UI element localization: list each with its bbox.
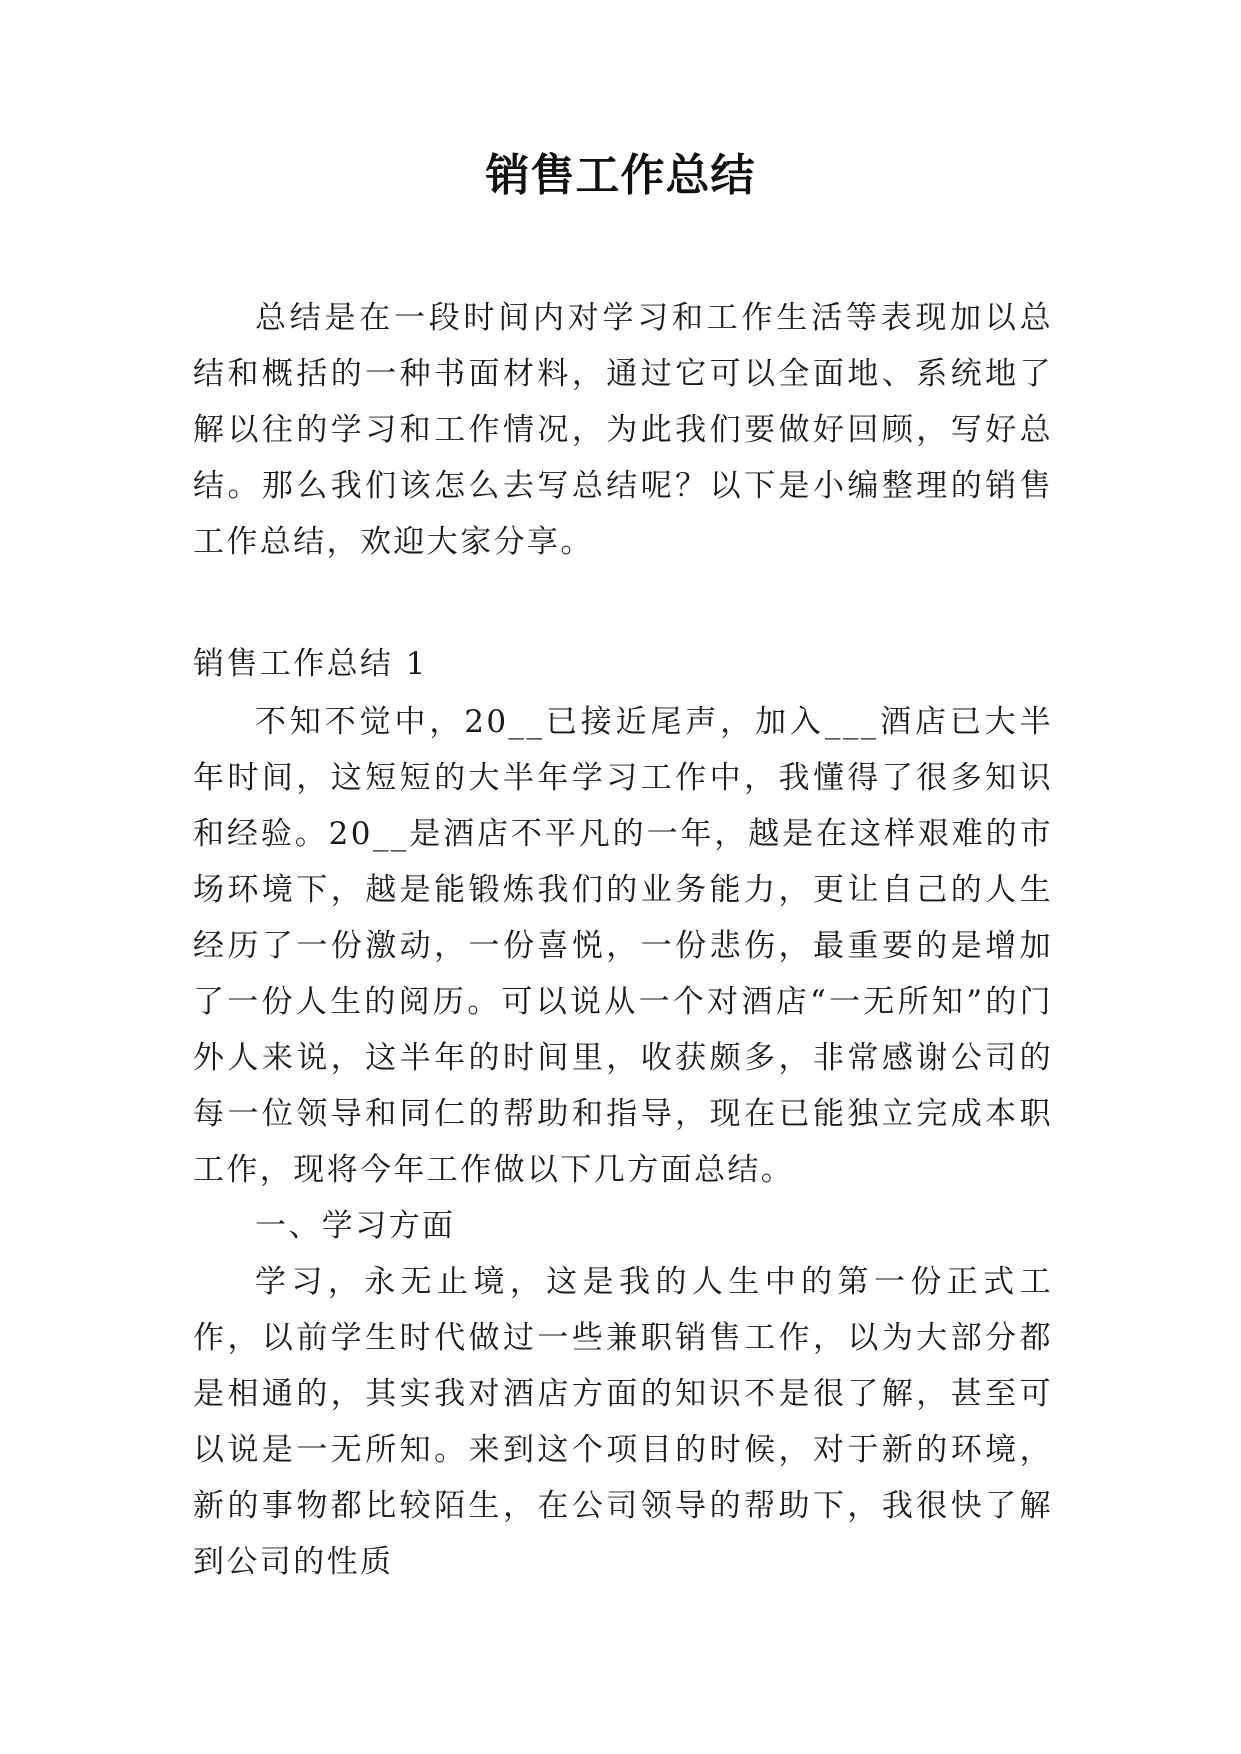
section-heading: 销售工作总结 1 — [193, 646, 428, 682]
section-subheading-study: 一、学习方面 — [255, 1208, 456, 1244]
section-paragraph-1: 不知不觉中，20__已接近尾声，加入___酒店已大半年时间，这短短的大半年学习工作中，我懂得了很多知识和经验。20__是酒店不平凡的一年，越是在这样艰难的市场环境下，越是能锻炼我们的业务能力，更让自己的人生经历了一份激动，一份喜悦，一份悲伤，最重要的是增加了一份人生的阅历。可以说从一个对酒店“一无所知”的门外人来说，这半年的时间里，收获颇多，非常感谢公司的每一位领导和同仁的帮助和指导，现在已能独立完成本职工作，现将今年工作做以下几方面总结。 — [193, 704, 1053, 1188]
intro-paragraph: 总结是在一段时间内对学习和工作生活等表现加以总结和概括的一种书面材料，通过它可以全面地、系统地了解以往的学习和工作情况，为此我们要做好回顾，写好总结。那么我们该怎么去写总结呢？以下是小编整理的销售工作总结，欢迎大家分享。 — [193, 300, 1053, 560]
intro-block — [193, 290, 1053, 570]
document-title: 销售工作总结 — [485, 150, 756, 201]
section-paragraph-2: 学习，永无止境，这是我的人生中的第一份正式工作，以前学生时代做过一些兼职销售工作，以为大部分都是相通的，其实我对酒店方面的知识不是很了解，甚至可以说是一无所知。来到这个项目的时候，对于新的环境，新的事物都比较陌生，在公司领导的帮助下，我很快了解到公司的性质 — [193, 1264, 1053, 1580]
section-1 — [193, 636, 1053, 1590]
